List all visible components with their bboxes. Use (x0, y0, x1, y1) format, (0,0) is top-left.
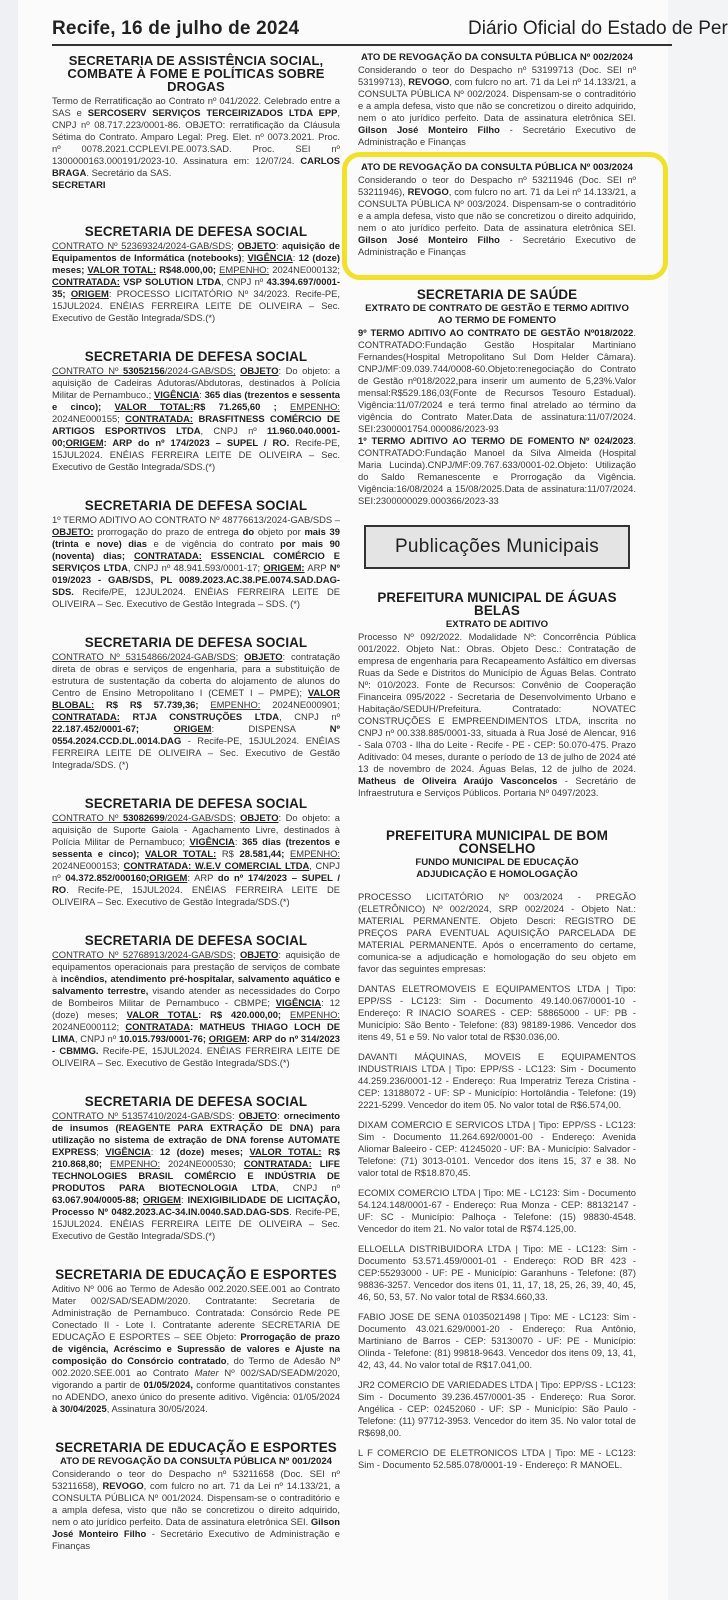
section-subtitle: EXTRATO DE ADITIVO (445, 619, 549, 630)
section-title: SECRETARIA DE DEFESA SOCIAL (84, 796, 308, 811)
vendor-entry: JR2 COMERCIO DE VARIEDADES LTDA | Tipo: EPP/SS - LC123: Sim - Documento 39.236.457/0001-35 - Endereço: Rua Soror. Angélica - CEP: 02452060 - UF: SP - Município: São Paulo - Telefone: (11) 97712-3953. Vencedor do item 35. No valor total de R$698,00. (358, 1379, 636, 1438)
notice-defesa-social-6 (52, 934, 340, 1069)
notice-body: CONTRATO Nº 52768913/2024-GAB/SDS; OBJETO: aquisição de equipamentos operacionais para prestação de serviços de combate à incêndios, atendimento pré-hospitalar, salvamento aquático e salvamento terrestre, visando atender as necessidades do Corpo de Bombeiros Militar de Pernambuco - CBMPE; VIGÊNCIA: 12 (doze) meses; VALOR TOTAL: R$ 420.000,00; EMPENHO: 2024NE000112; CONTRATADA: MATHEUS THIAGO LOCH DE LIMA, CNPJ nº 10.015.793/0001-76; ORIGEM: ARP do nº 314/2023 - CBMMG. Recife-PE, 15JUL2024. ENÉIAS FERREIRA LEITE DE OLIVEIRA – Sec. Executivo de Gestão Integrada/SDS.(*) (52, 949, 341, 1068)
section-title: SECRETARIA DE DEFESA SOCIAL (84, 1094, 308, 1109)
left-column (52, 54, 340, 1578)
vendor-entry: L F COMERCIO DE ELETRONICOS LTDA | Tipo: ME - LC123: Sim - Documento 52.585.078/0001-19 - Endereço: R MANOEL. (358, 1447, 636, 1470)
notice-body: Aditivo Nº 006 ao Termo de Adesão 002.2020.SEE.001 ao Contrato Mater 002/SAD/SEADM/2020. Contratante: Secretaria de Administração de Pernambuco. Contratada: Consórcio Rede PE Conectado II - Lote I. Contratante aderente SECRETARIA DE EDUCAÇÃO E ESPORTES – SEE Objeto: Prorrogação de prazo de vigência, Acréscimo e Supressão de valores e Ajuste na composição do Consórcio contratado, do Termo de Adesão Nº 002.2020.SEE.001 ao Contrato Mater Nº 002/SAD/SEADM/2020, vigorando a partir de 01/05/2024, conforme quantitativos constantes no ADENDO, anexo único do presente aditivo. Vigência: 01/05/2024 à 30/04/2025, Assinatura 30/05/2024. (52, 1283, 340, 1414)
notice-body: CONTRATO Nº 53052156/2024-GAB/SDS; OBJETO: Do objeto: a aquisição de Cadeiras Adutoras/Abdutoras, destinados à Polícia Militar de Pernambuco.; VIGÊNCIA: 365 dias (trezentos e sessenta e cinco); VALOR TOTAL:R$ 71.265,60 ; EMPENHO: 2024NE000155; CONTRATADA: BRASFITNESS COMÉRCIO DE ARTIGOS ESPORTIVOS LTDA, CNPJ nº 11.960.040.0001-00;ORIGEM: ARP do nº 174/2023 – SUPEL / RO. Recife-PE, 15JUL2024. ENÉIAS FERREIRA LEITE DE OLIVEIRA – Sec. Executivo de Gestão Integrada/SDS.(*) (52, 365, 341, 472)
notice-body: Processo Nº 092/2022. Modalidade Nº: Concorrência Pública 001/2022. Objeto Nat.: Obras. Objeto Desc.: Contratação de empresa de engenharia para Recapeamento Asfáltico em diversas Ruas da Sede e Distritos do Município de Águas Belas. Contrato Nº: 010/2023. Fonte de Recursos: Convênio de Cooperação Financeira 095/2022 - Secretaria de Desenvolvimento Urbano e Habitação/SEDUH/Prefeitura. Contratado: NOVATEC CONSTRUÇÕES E EMPREENDIMENTOS LTDA, inscrita no CNPJ nº 00.338.885/0001-33, situada à Rua José de Alencar, 916 - Sala 0703 - Ilha do Leite - Recife - PE - CEP: 50.070-475. Prazo Aditivado: 04 meses, durante o período de 13 de julho de 2024 até 13 de novembro de 2024. Águas Belas, 12 de julho de 2024. Matheus de Oliveira Araújo Vasconcelos - Secretário de Infraestrutura e Serviços Públicos. Portaria Nº 0497/2023. (358, 631, 636, 798)
vendor-entry: DAVANTI MÁQUINAS, MOVEIS E EQUIPAMENTOS INDUSTRIAIS LTDA | Tipo: EPP/SS - LC123: Sim - Documento 44.259.236/0001-12 - Endereço: Rua Imperatriz Tereza Cristina - CEP: 13188072 - UF: SP - Município: Hortolândia - Telefone: (19) 2221-5299. Vencedor do item 05. No valor total de R$6.574,00. (358, 1051, 636, 1110)
section-title: PREFEITURA MUNICIPAL DE BOM CONSELHO (386, 828, 608, 856)
vendor-entry: DANTAS ELETROMOVEIS E EQUIPAMENTOS LTDA | Tipo: EPP/SS - LC123: Sim - Documento 49.140.067/0001-10 - Endereço: R INACIO SOARES - CEP: 58865000 - UF: PB - Município: São Bento - Telefone: (83) 98189-1986. Vencedor dos itens 49, 51 e 59. No valor total de R$30.036,00. (358, 983, 636, 1042)
notice-body: 9º TERMO ADITIVO AO CONTRATO DE GESTÃO Nº018/2022. CONTRATADO:Fundação Gestão Hospitalar Martiniano Fernandes(Hospital Metropolitano Sul Dom Helder Câmara). CNPJ/MF:09.039.744/0008-60.Objeto:renegociação do Contrato de Gestão nº018/2022,para inserir um aumento de 5,23%.Valor mensal:R$529.186,03(Fonte de Recursos Tesouro Estadual). Vigência:11/07/2024 e terá termo final atrelado ao término da vigência do Contrato Mater.Data de assinatura:11/07/2024. SEI:2300001754.000086/2023-93 1º TERMO ADITIVO AO TERMO DE FOMENTO Nº 024/2023. CONTRATADO:Fundação Manoel da Silva Almeida (Hospital Maria Lucinda).CNPJ/MF:09.767.633/0001-02.Objeto: Utilização do Saldo Remanescente e Prorrogação da Vigência. Vigência:16/08/2024 a 15/08/2025.Data de assinatura:11/07/2024. SEI:2300000029.000366/2023-33 (358, 327, 636, 506)
municipal-publications-banner: Publicações Municipais (364, 525, 630, 569)
notice-educacao-aditivo (52, 1268, 340, 1415)
notice-bom-conselho (358, 829, 636, 1471)
notice-defesa-social-3 (52, 499, 340, 610)
notice-body: CONTRATO Nº 53082699/2024-GAB/SDS; OBJETO: Do objeto: a aquisição de Suporte Gaiola - Agachamento Livre, destinados à Polícia Militar de Pernambuco; VIGÊNCIA: 365 dias (trezentos e sessenta e cinco); VALOR TOTAL: R$ 28.581,44; EMPENHO: 2024NE000153; CONTRATADA: W.E.V COMERCIAL LTDA, CNPJ nº 04.372.852/000160;ORIGEM: ARP do nº 174/2023 – SUPEL / RO. Recife-PE, 15JUL2024. ENÉIAS FERREIRA LEITE DE OLIVEIRA – Sec. Executivo de Gestão Integrada/SDS.(*) (52, 812, 341, 907)
notice-defesa-social-7 (52, 1095, 340, 1242)
page-header (52, 18, 728, 46)
notice-body: Termo de Rerratificação ao Contrato nº 041/2022. Celebrado entre a SAS e SERCOSERV SERVIÇOS TERCEIRIZADOS LTDA EPP, CNPJ nº 08.717.223/0001-86. OBJETO: rerratificação da Cláusula Sétima do Contrato. Amparo Legal: Preg. Elet. nº 0073.2021. Proc. nº 0078.2021.CCPLEVI.PE.0073.SAD. Proc. SEI nº 1300000163.000191/2023-10. Assinatura em: 12/07/24. CARLOS BRAGA. Secretário da SAS. SECRETARI (52, 95, 341, 190)
notice-aguas-belas (358, 591, 636, 799)
notice-defesa-social-2 (52, 350, 340, 473)
section-title: SECRETARIA DE EDUCAÇÃO E ESPORTES (55, 1267, 337, 1282)
notice-intro: PROCESSO LICITATÓRIO Nº 003/2024 - PREGÃO (ELETRÔNICO) Nº 002/2024, SRP 002/2024 - Objeto Nat.: MATERIAL PERMANENTE. Objeto Descri: REGISTRO DE PREÇOS PARA EVENTUAL AQUISIÇÃO PARCELADA DE MATERIAL PERMANENTE. Após o encerramento do certame, comunica-se a adjudicação e homologação do seu objeto em favor das seguintes empresas: (358, 891, 636, 974)
notice-assistencia-social (52, 54, 340, 191)
notice-revogacao-003 (358, 162, 636, 258)
notice-defesa-social-1 (52, 225, 340, 324)
vendor-entry: FABIO JOSE DE SENA 01035021498 | Tipo: ME - LC123: Sim - Documento 43.021.629/0001-20 - Endereço: Rua Antônio, Martiniano de Barros - CEP: 53130070 - UF: PE - Município: Olinda - Telefone: (81) 99818-9643. Vencedor dos itens 09, 13, 41, 42, 43, 44. No valor total de R$17.041,00. (358, 1311, 636, 1370)
notice-title: ATO DE REVOGAÇÃO DA CONSULTA PÚBLICA Nº 002/2024 (361, 52, 633, 63)
section-title: SECRETARIA DE DEFESA SOCIAL (84, 933, 308, 948)
section-subtitle: ADJUDICAÇÃO E HOMOLOGAÇÃO (416, 869, 578, 880)
section-title: SECRETARIA DE ASSISTÊNCIA SOCIAL, COMBATE À FOME E POLÍTICAS SOBRE DROGAS (67, 53, 325, 94)
publication-title: Diário Oficial do Estado de Per (468, 18, 728, 39)
notice-body: CONTRATO Nº 53154866/2024-GAB/SDS; OBJETO: contratação direta de obras e serviços de engenharia, para a substituição de estrutura de sustentação da coberta do alojamento de alunos do Centro de Ensino Metropolitano I (CEMET I – PMPE); VALOR BLOBAL: R$ R$ 57.739,36; EMPENHO: 2024NE000901; CONTRATADA: RTJA CONSTRUÇÕES LTDA, CNPJ nº 22.187.452/0001-67; ORIGEM: DISPENSA Nº 0554.2024.CCD.DL.0014.DAG - Recife-PE, 15JUL2024. ENÉIAS FERREIRA LEITE DE OLIVEIRA – Sec. Executivo de Gestão Integrada/SDS. (*) (52, 651, 341, 770)
notice-educacao-revogacao-001 (52, 1441, 340, 1552)
section-title: SECRETARIA DE EDUCAÇÃO E ESPORTES (55, 1440, 337, 1455)
notice-saude (358, 288, 636, 507)
section-subtitle: EXTRATO DE CONTRATO DE GESTÃO E TERMO ADITIVO AO TERMO DE FOMENTO (365, 303, 629, 326)
notice-body: Considerando o teor do Despacho nº 53211946 (Doc. SEI nº 53211946), REVOGO, com fulcro no art. 71 da Lei nº 14.133/21, a CONSULTA PÚBLICA Nº 003/2024. Dispensam-se o contraditório e a ampla defesa, visto que não se concretizou o direito adquirido, nem o ato jurídico perfeito. Data de assinatura eletrônica SEI. Gilson José Monteiro Filho - Secretário Executivo de Administração e Finanças (358, 174, 636, 257)
issue-date: Recife, 16 de julho de 2024 (52, 18, 300, 39)
right-column (358, 52, 636, 1501)
section-title: SECRETARIA DE SAÚDE (416, 287, 578, 302)
notice-defesa-social-5 (52, 797, 340, 908)
notice-body: CONTRATO Nº 52369324/2024-GAB/SDS; OBJETO: aquisição de Equipamentos de Informática (notebooks); VIGÊNCIA: 12 (doze) meses; VALOR TOTAL: R$48.000,00; EMPENHO: 2024NE000132; CONTRATADA: VSP SOLUTION LTDA, CNPJ nº 43.394.697/0001-35; ORIGEM: PROCESSO LICITATÓRIO Nº 34/2023. Recife-PE, 15JUL2024. ENÉIAS FERREIRA LEITE DE OLIVEIRA – Sec. Executivo de Gestão Integrada/SDS.(*) (52, 240, 341, 323)
section-title: SECRETARIA DE DEFESA SOCIAL (84, 498, 308, 513)
notice-body: 1º TERMO ADITIVO AO CONTRATO Nº 48776613/2024-GAB/SDS – OBJETO: prorrogação do prazo de entrega do objeto por mais 39 (trinta e nove) dias e de vigência do contrato por mais 90 (noventa) dias; CONTRATADA: ESSENCIAL COMÉRCIO E SERVIÇOS LTDA, CNPJ nº 48.941.593/0001-17; ORIGEM: ARP Nº 019/2023 - GAB/SDS, PL 0089.2023.AC.38.PE.0074.SAD.DAG-SDS. Recife/PE, 12JUL2024. ENÉIAS FERREIRA LEITE DE OLIVEIRA – Sec. Executivo de Gestão Integrada – SDS. (*) (52, 514, 341, 609)
section-title: PREFEITURA MUNICIPAL DE ÁGUAS BELAS (377, 590, 617, 618)
page-margin (0, 0, 18, 1600)
section-title: SECRETARIA DE DEFESA SOCIAL (84, 224, 308, 239)
notice-defesa-social-4 (52, 636, 340, 771)
notice-body: Considerando o teor do Despacho nº 53199713 (Doc. SEI nº 53199713), REVOGO, com fulcro no art. 71 da Lei nº 14.133/21, a CONSULTA PÚBLICA Nº 002/2024. Dispensam-se o contraditório e a ampla defesa, visto que não se concretizou o direito adquirido, nem o ato jurídico perfeito. Data de assinatura eletrônica SEI. Gilson José Monteiro Filho - Secretário Executivo de Administração e Finanças (358, 64, 636, 147)
vendor-entry: ECOMIX COMERCIO LTDA | Tipo: ME - LC123: Sim - Documento 54.124.148/0001-67 - Endereço: Rua Monza - CEP: 88132147 - UF: SC - Município: Palhoça - Telefone: (15) 98830-4548. Vencedor do item 21. No valor total de R$74.125,00. (358, 1187, 636, 1234)
section-title: SECRETARIA DE DEFESA SOCIAL (84, 635, 308, 650)
vendor-entry: DIXAM COMERCIO E SERVICOS LTDA | Tipo: EPP/SS - LC123: Sim - Documento 11.264.692/0001-00 - Endereço: Avenida Aliomar Baleeiro - CEP: 41245020 - UF: BA - Município: Salvador - Telefone: (71) 3013-0101. Vencedor dos itens 15, 37 e 38. No valor total de R$18.870,45. (358, 1119, 636, 1178)
vendor-entry: ELLOELLA DISTRIBUIDORA LTDA | Tipo: ME - LC123: Sim - Documento 53.571.459/0001-01 - Endereço: ROD BR 423 - CEP:55293000 - UF: PE - Município: Garanhuns - Telefone: (87) 98836-3257. Vencedor dos itens 01, 11, 17, 18, 25, 26, 39, 40, 45, 46, 50, 53, 57. No valor total de R$34.660,33. (358, 1243, 636, 1302)
notice-body: CONTRATO Nº 51357410/2024-GAB/SDS: OBJETO: ornecimento de insumos (REAGENTE PARA EXTRAÇÃO DE DNA) para utilização no sistema de extração de DNA forense AUTOMATE EXPRESS; VIGÊNCIA: 12 (doze) meses; VALOR TOTAL: R$ 210.868,80; EMPENHO: 2024NE000530; CONTRATADA: LIFE TECHNOLOGIES BRASIL COMÉRCIO E INDÚSTRIA DE PRODUTOS PARA BIOTECNOLOGIA LTDA, CNPJ nº 63.067.904/0005-88; ORIGEM: INEXIGIBILIDADE DE LICITAÇÃO, Processo Nº 0482.2023.AC-34.IN.0040.SAD.DAG-SDS. Recife-PE, 15JUL2024. ENÉIAS FERREIRA LEITE DE OLIVEIRA – Sec. Executivo de Gestão Integrada/SDS.(*) (52, 1110, 341, 1241)
section-title: SECRETARIA DE DEFESA SOCIAL (84, 349, 308, 364)
notice-body: Considerando o teor do Despacho nº 53211658 (Doc. SEI nº 53211658), REVOGO, com fulcro no art. 71 da Lei nº 14.133/21, a CONSULTA PÚBLICA Nº 001/2024. Dispensam-se o contraditório e a ampla defesa, visto que não se concretizou o direito adquirido, nem o ato jurídico perfeito. Data de assinatura eletrônica SEI. Gilson José Monteiro Filho - Secretário Executivo de Administração e Finanças (52, 1468, 340, 1551)
section-subtitle: FUNDO MUNICIPAL DE EDUCAÇÃO (415, 857, 579, 868)
notice-title: ATO DE REVOGAÇÃO DA CONSULTA PÚBLICA Nº 003/2024 (361, 162, 633, 173)
notice-revogacao-002 (358, 52, 636, 148)
section-subtitle: ATO DE REVOGAÇÃO DA CONSULTA PÚBLICA Nº 001/2024 (60, 1456, 332, 1467)
